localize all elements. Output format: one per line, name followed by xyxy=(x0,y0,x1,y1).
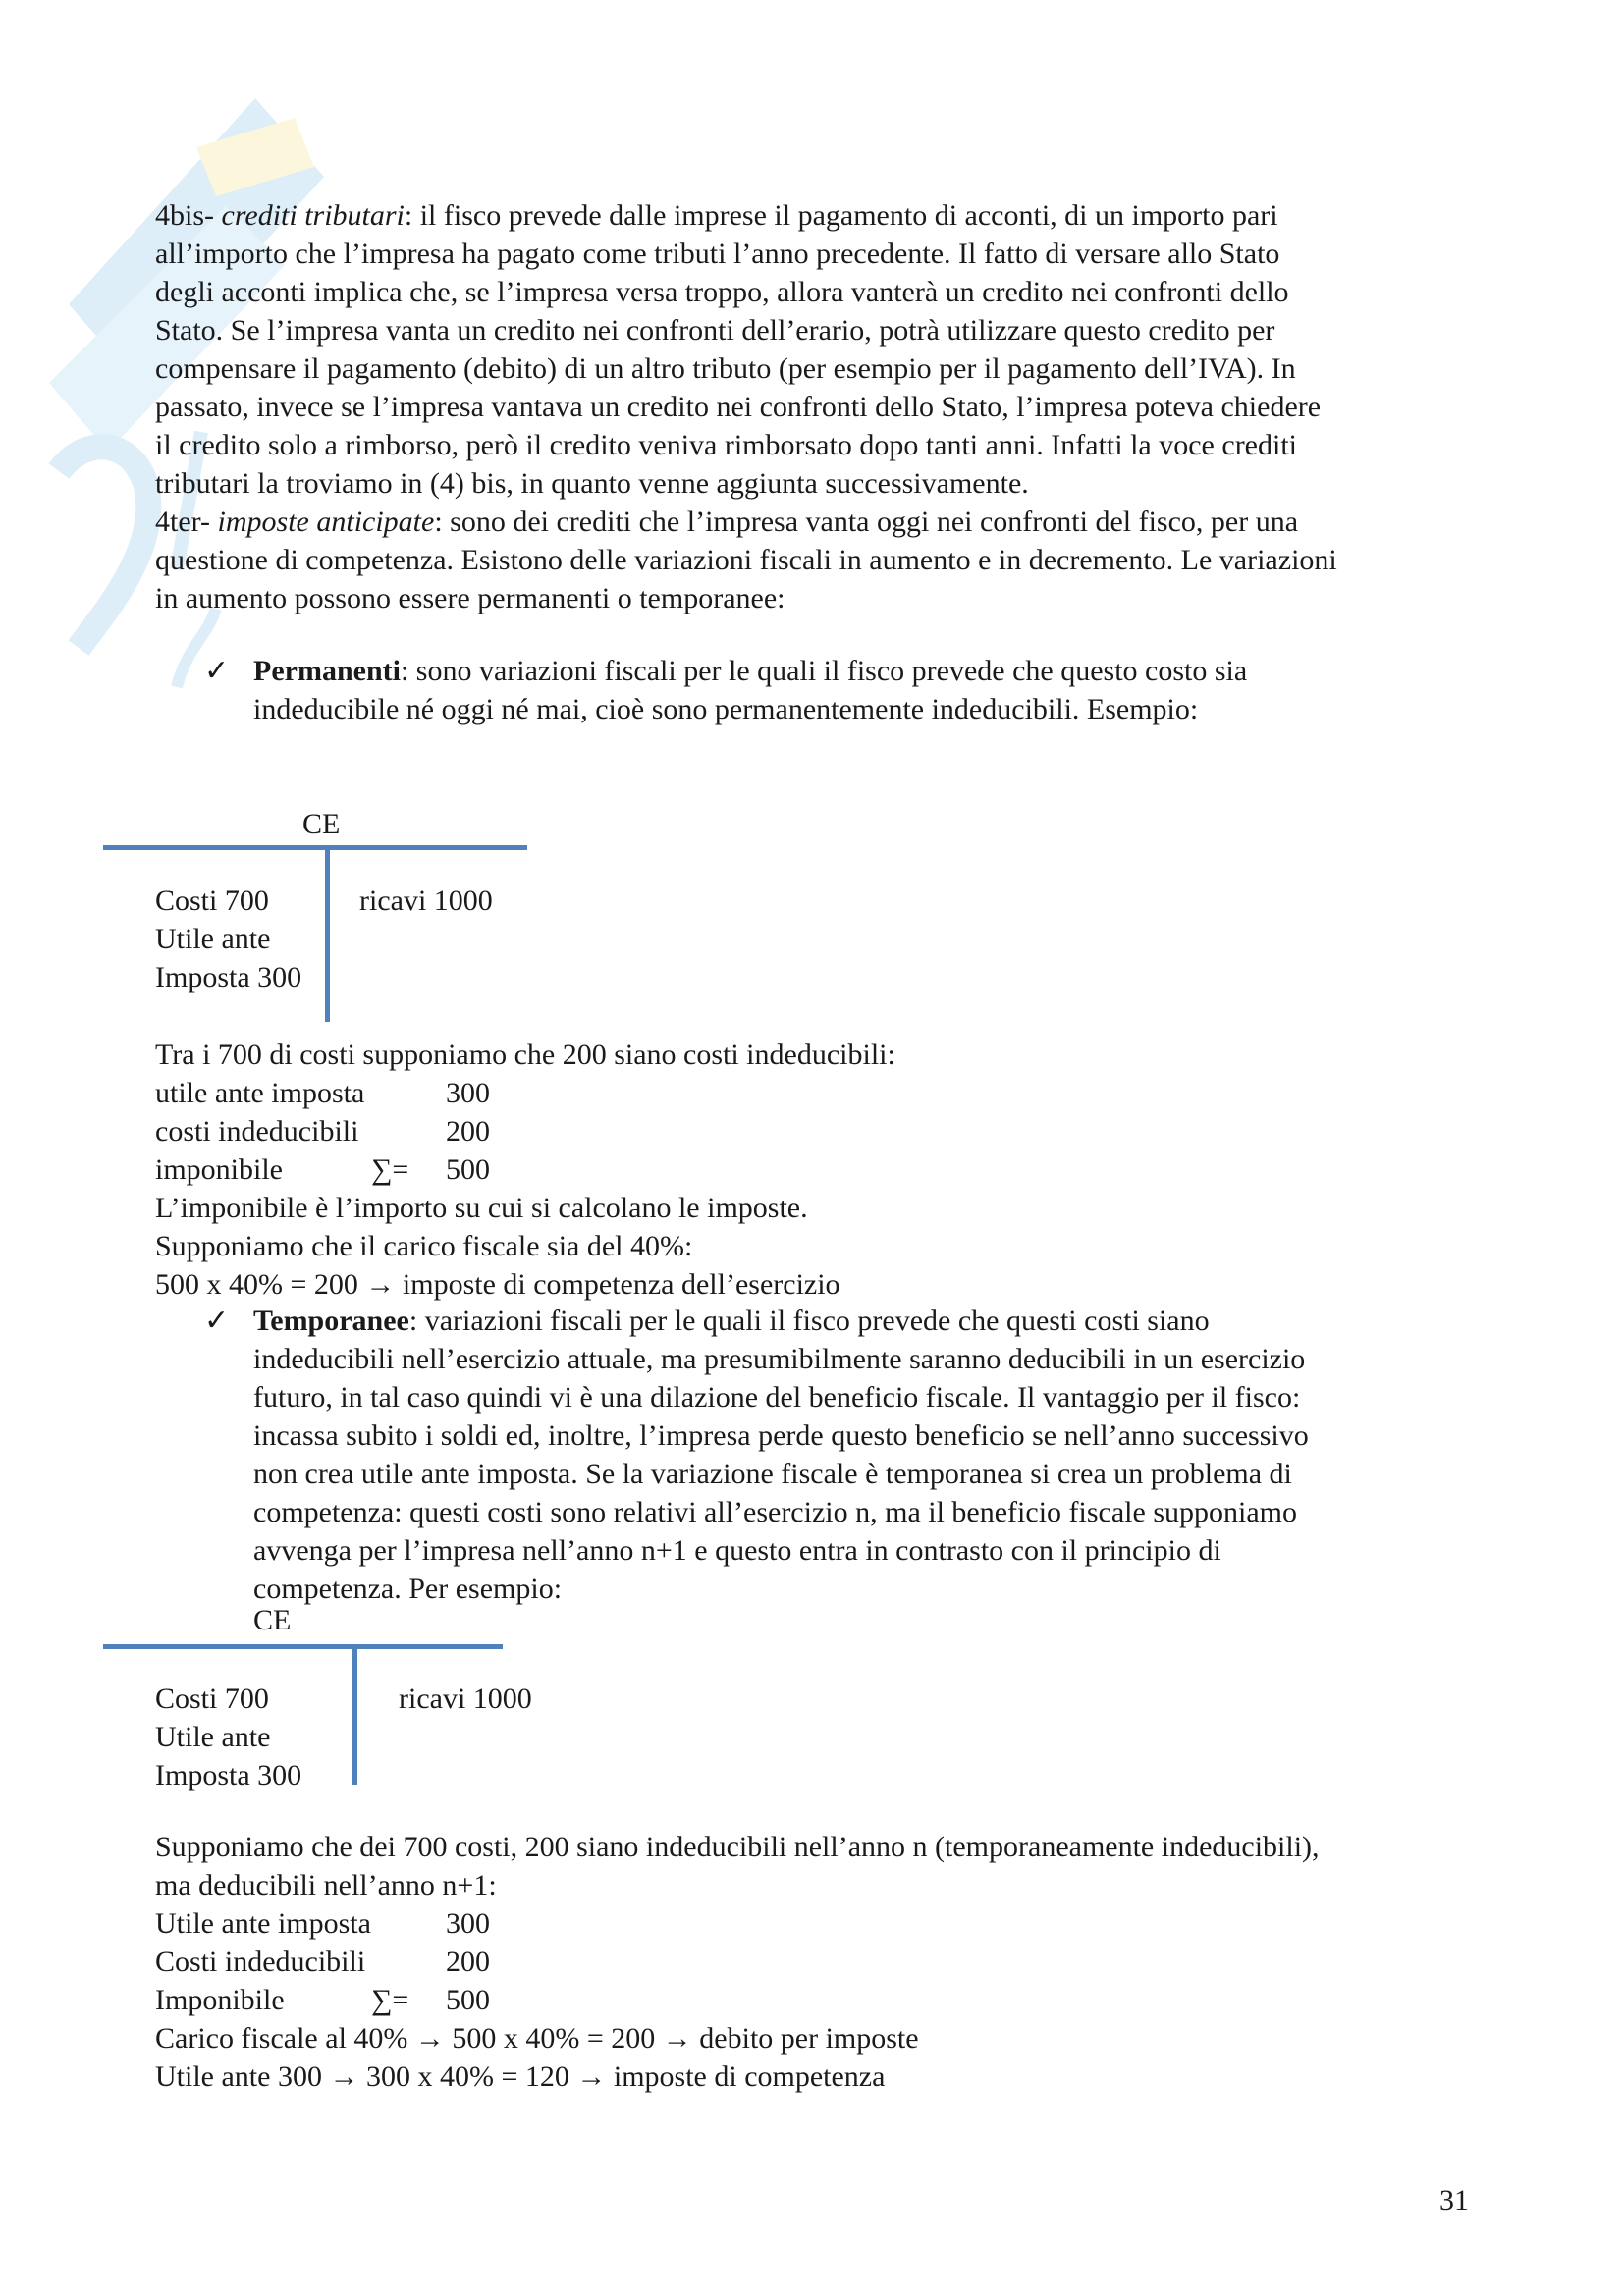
t-account-right-entry: ricavi 1000 xyxy=(399,1682,532,1715)
t-account-vertical-rule xyxy=(352,1644,357,1785)
calculation-row-label: Imponibile xyxy=(155,1984,285,2016)
calculation-row-value: 200 xyxy=(446,1946,490,1978)
paragraph-line xyxy=(155,196,1490,235)
calculation-row-value: 500 xyxy=(446,1153,490,1186)
text-fragment: : sono dei crediti che l’impresa vanta oggi nei confronti del fisco, per una xyxy=(434,506,1299,538)
calculation-row-label: costi indeducibili xyxy=(155,1115,359,1148)
paragraph-line: tributari la troviamo in (4) bis, in quanto venne aggiunta successivamente. xyxy=(155,467,1029,500)
paragraph-line: questione di competenza. Esistono delle variazioni fiscali in aumento e in decremento. Le variazioni xyxy=(155,544,1337,576)
paragraph-line xyxy=(253,1302,1481,1340)
sum-symbol: ∑= xyxy=(371,1153,409,1186)
paragraph-line: all’importo che l’impresa ha pagato come tributi l’anno precedente. Il fatto di versare allo Stato xyxy=(155,238,1280,270)
term-temporanee: Temporanee xyxy=(253,1305,409,1337)
calculation-row-value: 200 xyxy=(446,1115,490,1148)
paragraph-line: non crea utile ante imposta. Se la variazione fiscale è temporanea si crea un problema di xyxy=(253,1458,1292,1490)
calculation-row-value: 300 xyxy=(446,1907,490,1940)
paragraph-line: Stato. Se l’impresa vanta un credito nei confronti dell’erario, potrà utilizzare questo credito per xyxy=(155,314,1275,347)
sum-symbol: ∑= xyxy=(371,1984,409,2016)
term-crediti-tributari: crediti tributari xyxy=(221,199,405,232)
t-account-vertical-rule xyxy=(325,845,330,1022)
paragraph-line: incassa subito i soldi ed, inoltre, l’impresa perde questo beneficio se nell’anno successivo xyxy=(253,1419,1309,1452)
paragraph-line: in aumento possono essere permanenti o temporanee: xyxy=(155,582,785,614)
calculation-result: Carico fiscale al 40% → 500 x 40% = 200 → debito per imposte xyxy=(155,2022,919,2055)
t-account-left-entry: Utile ante xyxy=(155,923,271,955)
paragraph-line: il credito solo a rimborso, però il credito veniva rimborsato dopo tanti anni. Infatti la voce crediti xyxy=(155,429,1297,461)
item-label: 4bis- xyxy=(155,199,222,232)
t-account-left-entry: Costi 700 xyxy=(155,884,269,917)
paragraph-line: avvenga per l’impresa nell’anno n+1 e questo entra in contrasto con il principio di xyxy=(253,1534,1221,1567)
t-account-left-entry: Costi 700 xyxy=(155,1682,269,1715)
bullet-text xyxy=(253,652,1481,728)
calculation-row-label: imponibile xyxy=(155,1153,283,1186)
t-account-left-entry: Utile ante xyxy=(155,1721,271,1753)
t-account-title: CE xyxy=(253,1604,292,1636)
t-account-left-entry: Imposta 300 xyxy=(155,1759,302,1791)
calculation-row-value: 500 xyxy=(446,1984,490,2016)
calculation-result: Utile ante 300 → 300 x 40% = 120 → imposte di competenza xyxy=(155,2060,886,2093)
item-label: 4ter- xyxy=(155,506,218,538)
paragraph-line: compensare il pagamento (debito) di un altro tributo (per esempio per il pagamento dell’IVA). In xyxy=(155,352,1296,385)
calculation-intro: Tra i 700 di costi supponiamo che 200 siano costi indeducibili: xyxy=(155,1039,895,1071)
t-account-left-entry: Imposta 300 xyxy=(155,961,302,993)
calculation-row-label: Costi indeducibili xyxy=(155,1946,366,1978)
term-imposte-anticipate: imposte anticipate xyxy=(217,506,435,538)
bullet-permanenti xyxy=(204,652,1481,730)
paragraph-line: futuro, in tal caso quindi vi è una dilazione del beneficio fiscale. Il vantaggio per il fisco: xyxy=(253,1381,1301,1414)
calculation-row-value: 300 xyxy=(446,1077,490,1109)
text-fragment: : sono variazioni fiscali per le quali il fisco prevede che questo costo sia xyxy=(400,655,1248,687)
t-account-title: CE xyxy=(302,808,341,840)
t-account-horizontal-rule xyxy=(103,1644,503,1649)
calculation-note: L’imponibile è l’importo su cui si calcolano le imposte. xyxy=(155,1192,808,1224)
paragraph-line: degli acconti implica che, se l’impresa versa troppo, allora vanterà un credito nei confronti dello xyxy=(155,276,1289,308)
t-account-horizontal-rule xyxy=(103,845,527,850)
paragraph-line: indeducibile né oggi né mai, cioè sono permanentemente indeducibili. Esempio: xyxy=(253,693,1199,725)
paragraph-line: indeducibili nell’esercizio attuale, ma presumibilmente saranno deducibili in un esercizio xyxy=(253,1343,1306,1375)
calculation-intro: ma deducibili nell’anno n+1: xyxy=(155,1869,497,1901)
text-fragment: : il fisco prevede dalle imprese il pagamento di acconti, di un importo pari xyxy=(404,199,1278,232)
paragraph-line: competenza. Per esempio: xyxy=(253,1573,563,1605)
paragraph-crediti-tributari xyxy=(155,196,1490,617)
t-account-right-entry: ricavi 1000 xyxy=(359,884,493,917)
paragraph-line: passato, invece se l’impresa vantava un credito nei confronti dello Stato, l’impresa poteva chiedere xyxy=(155,391,1322,423)
bullet-temporanee xyxy=(204,1302,1481,1616)
term-permanenti: Permanenti xyxy=(253,655,401,687)
text-fragment: : variazioni fiscali per le quali il fisco prevede che questi costi siano xyxy=(408,1305,1210,1337)
calculation-intro: Supponiamo che dei 700 costi, 200 siano indeducibili nell’anno n (temporaneamente indeducibili), xyxy=(155,1831,1320,1863)
checkmark-icon: ✓ xyxy=(204,1305,230,1337)
calculation-row-label: utile ante imposta xyxy=(155,1077,365,1109)
bullet-text xyxy=(253,1302,1481,1608)
paragraph-line xyxy=(253,652,1481,690)
calculation-result: 500 x 40% = 200 → imposte di competenza dell’esercizio xyxy=(155,1268,840,1301)
checkmark-icon: ✓ xyxy=(204,655,230,687)
calculation-row-label: Utile ante imposta xyxy=(155,1907,371,1940)
page-number: 31 xyxy=(1439,2184,1469,2216)
paragraph-line: competenza: questi costi sono relativi all’esercizio n, ma il beneficio fiscale supponiamo xyxy=(253,1496,1297,1528)
paragraph-line xyxy=(155,503,1490,541)
calculation-note: Supponiamo che il carico fiscale sia del 40%: xyxy=(155,1230,693,1262)
